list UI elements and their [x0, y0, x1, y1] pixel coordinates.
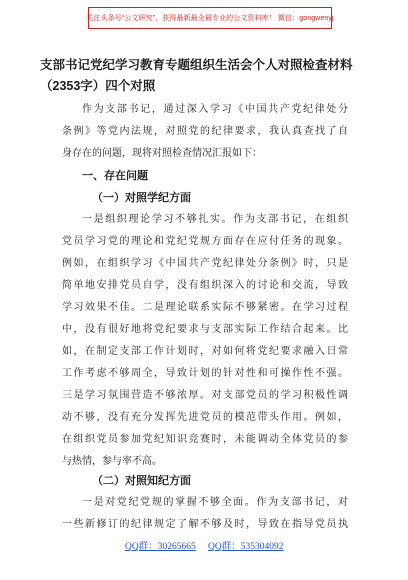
body-line: 动不够，没有充分发挥先进党员的模范带头作用。例如，: [62, 412, 348, 423]
body-line: 三是学习氛围营造不够浓厚。对支部党员的学习积极性调: [62, 390, 348, 401]
body-line: 党员学习党的理论和党纪党规方面存在应付任务的现象。: [62, 236, 348, 247]
body-line: 例如，在组织学习《中国共产党纪律处分条例》时，只是: [62, 258, 348, 269]
subsection-heading-learn-discipline: （一）对照学纪方面: [92, 192, 191, 204]
body-line: 在组织党员参加党纪知识竞赛时，未能调动全体党员的参: [62, 434, 348, 445]
body-line: 简单地安排党员自学，没有组织深入的讨论和交流，导致: [62, 280, 348, 291]
promo-banner: [88, 7, 332, 29]
body-line: 一些新修订的纪律规定了解不够及时，导致在指导党员执: [62, 519, 348, 530]
qq-group-link-1[interactable]: QQ群：30265665: [125, 542, 196, 552]
promo-banner-text: 关注头条号“公文研究”，获得最新最全最专业的公文资料库！ 微信：gongwenyj: [86, 15, 334, 22]
document-title-line-1: 支部书记党纪学习教育专题组织生活会个人对照检查材料: [40, 58, 353, 72]
body-line: 如，在制定支部工作计划时，对如何将党纪要求融入日常: [62, 346, 348, 357]
intro-line: 作为支部书记，通过深入学习《中国共产党纪律处分: [82, 104, 348, 115]
body-line: 与热情，参与率不高。: [62, 456, 162, 467]
body-line: 中，没有很好地将党纪要求与支部实际工作结合起来。比: [62, 324, 348, 335]
intro-line: 条例》等党内法规，对照党的纪律要求，我认真查找了自: [62, 126, 348, 137]
subsection-heading-know-discipline: （二）对照知纪方面: [92, 475, 191, 487]
qq-group-link-2[interactable]: QQ群：535304092: [208, 542, 284, 552]
body-line: 工作考虑不够周全，导致计划的针对性和可操作性不强。: [62, 368, 348, 379]
body-line: 学习效果不佳。二是理论联系实际不够紧密。在学习过程: [62, 302, 348, 313]
body-line: 一是对党纪党规的掌握不够全面。作为支部书记，对: [82, 497, 348, 508]
intro-line: 身存在的问题，现将对照检查情况汇报如下：: [62, 148, 262, 159]
document-title-line-2: （2353字）四个对照: [40, 79, 156, 93]
body-line: 一是组织理论学习不够扎实。作为支部书记，在组织: [82, 214, 348, 225]
footer: [0, 538, 408, 552]
section-heading-problems: 一、存在问题: [82, 170, 148, 182]
